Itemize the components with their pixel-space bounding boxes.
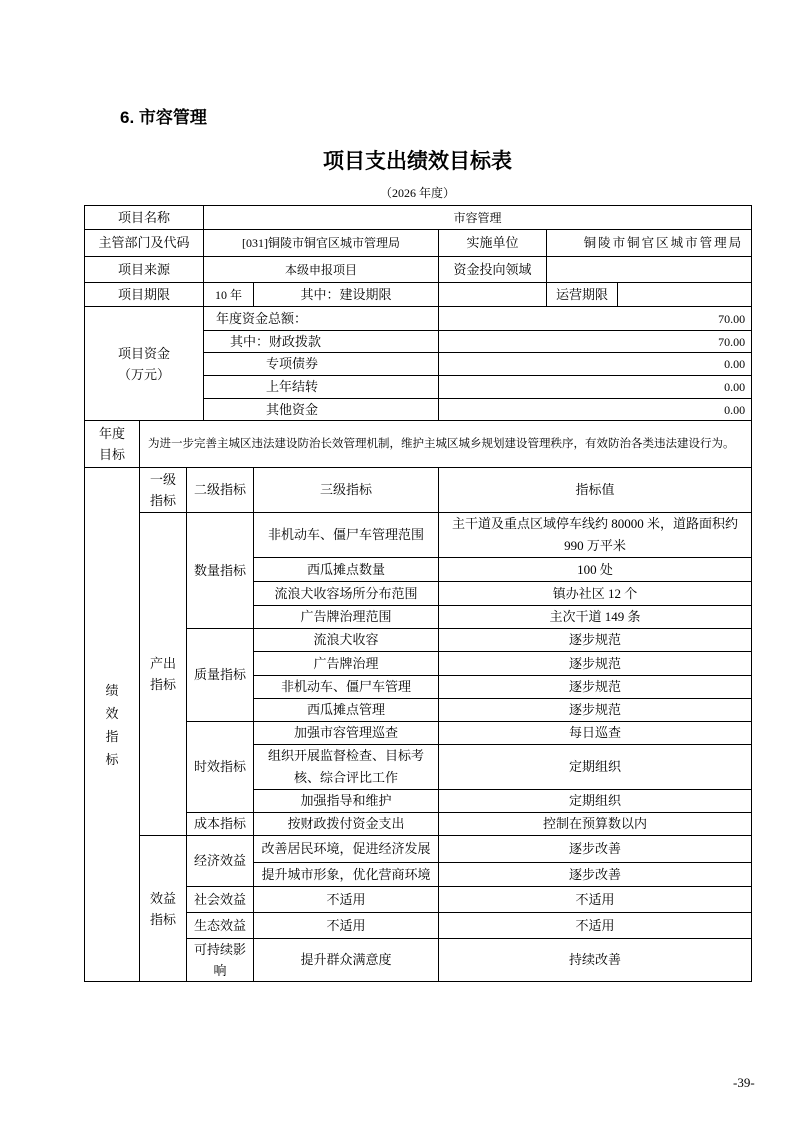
funding-label-text: 项目资金（万元） [118, 345, 171, 382]
output-indicators-label [140, 513, 187, 836]
project-term-label: 项目期限 [85, 283, 204, 307]
cost-indicators-label: 成本指标 [187, 813, 254, 836]
department-label: 主管部门及代码 [85, 230, 204, 257]
operation-period-label: 运营期限 [547, 283, 618, 307]
timeliness-indicator-name-text: 组织开展监督检查、目标考核、综合评比工作 [268, 748, 425, 785]
table-row [85, 283, 752, 307]
table-row [85, 421, 752, 468]
quality-indicator-name: 非机动车、僵尸车管理 [254, 676, 439, 699]
quality-indicator-value: 逐步规范 [439, 699, 752, 722]
section-heading: 6. 市容管理 [120, 108, 207, 127]
economic-benefit-name: 提升城市形象，优化营商环境 [254, 863, 439, 887]
timeliness-indicator-value: 定期组织 [439, 745, 752, 790]
table-row [85, 468, 752, 513]
funding-item-label: 专项债券 [204, 353, 439, 376]
header-level3: 三级指标 [254, 468, 439, 513]
department-value: [031]铜陵市铜官区城市管理局 [204, 230, 439, 257]
quantity-indicators-label: 数量指标 [187, 513, 254, 629]
operation-period-value [618, 283, 752, 307]
table-row [85, 230, 752, 257]
quality-indicator-name: 广告牌治理 [254, 652, 439, 676]
table-row [85, 206, 752, 230]
header-level1 [140, 468, 187, 513]
social-benefit-value: 不适用 [439, 887, 752, 913]
funding-item-label: 其中：财政拨款 [204, 331, 439, 353]
economic-benefit-value: 逐步改善 [439, 863, 752, 887]
quality-indicator-value: 逐步规范 [439, 652, 752, 676]
funding-item-label: 上年结转 [204, 376, 439, 399]
investment-field-value [547, 257, 752, 283]
indicators-label-text: 绩效指标 [105, 682, 119, 767]
page-number: -39- [733, 1075, 755, 1090]
sustainability-value: 持续改善 [439, 939, 752, 982]
funding-item-label: 年度资金总额： [204, 307, 439, 331]
timeliness-indicators-label: 时效指标 [187, 722, 254, 813]
investment-field-label: 资金投向领域 [439, 257, 547, 283]
table-row [85, 257, 752, 283]
header-level2: 二级指标 [187, 468, 254, 513]
page-subtitle: （2026 年度） [379, 186, 455, 200]
annual-goal-label [85, 421, 140, 468]
quantity-indicator-value: 100 处 [439, 558, 752, 582]
economic-benefit-label: 经济效益 [187, 836, 254, 887]
funding-label [85, 307, 204, 421]
table-row [85, 513, 752, 558]
cost-indicator-name: 按财政拨付资金支出 [254, 813, 439, 836]
timeliness-indicator-value: 定期组织 [439, 790, 752, 813]
quality-indicator-value: 逐步规范 [439, 629, 752, 652]
ecological-benefit-value: 不适用 [439, 913, 752, 939]
table-row [85, 836, 752, 863]
implementing-unit-label: 实施单位 [439, 230, 547, 257]
timeliness-indicator-name: 加强指导和维护 [254, 790, 439, 813]
ecological-benefit-label: 生态效益 [187, 913, 254, 939]
sustainability-name: 提升群众满意度 [254, 939, 439, 982]
project-source-label: 项目来源 [85, 257, 204, 283]
economic-benefit-name: 改善居民环境，促进经济发展 [254, 836, 439, 863]
page-title: 项目支出绩效目标表 [323, 150, 512, 173]
project-name-label: 项目名称 [85, 206, 204, 230]
social-benefit-name: 不适用 [254, 887, 439, 913]
output-indicators-label-text: 产出指标 [149, 656, 176, 692]
quality-indicators-label: 质量指标 [187, 629, 254, 722]
benefit-indicators-label [140, 836, 187, 982]
table-row [85, 307, 752, 331]
quality-indicator-name: 流浪犬收容 [254, 629, 439, 652]
quality-indicator-name: 西瓜摊点管理 [254, 699, 439, 722]
cost-indicator-value: 控制在预算数以内 [439, 813, 752, 836]
funding-item-value: 0.00 [439, 353, 752, 376]
benefit-indicators-label-text: 效益指标 [149, 890, 176, 927]
timeliness-indicator-name: 加强市容管理巡查 [254, 722, 439, 745]
quantity-indicator-value: 主次干道 149 条 [439, 606, 752, 629]
construction-period-label: 其中：建设期限 [254, 283, 439, 307]
indicators-label [85, 468, 140, 982]
sustainability-label [187, 939, 254, 982]
implementing-unit-value: 铜陵市铜官区城市管理局 [547, 230, 752, 257]
performance-target-table [84, 205, 752, 982]
header-level1-text: 一级指标 [149, 472, 176, 508]
quantity-indicator-name: 西瓜摊点数量 [254, 558, 439, 582]
quantity-indicator-value: 主干道及重点区域停车线约 80000 米，道路面积约 990 万平米 [439, 513, 752, 558]
annual-goal-text: 为进一步完善主城区违法建设防治长效管理机制，维护主城区城乡规划建设管理秩序，有效防治各类违法建设行为。 [140, 421, 752, 468]
timeliness-indicator-name [254, 745, 439, 790]
project-name-value: 市容管理 [204, 206, 752, 230]
timeliness-indicator-value: 每日巡查 [439, 722, 752, 745]
funding-item-value: 70.00 [439, 331, 752, 353]
funding-item-label: 其他资金 [204, 399, 439, 421]
ecological-benefit-name: 不适用 [254, 913, 439, 939]
funding-item-value: 70.00 [439, 307, 752, 331]
quantity-indicator-name: 广告牌治理范围 [254, 606, 439, 629]
quantity-indicator-name: 流浪犬收容场所分布范围 [254, 582, 439, 606]
annual-goal-label-text: 年度目标 [98, 426, 125, 462]
quality-indicator-value: 逐步规范 [439, 676, 752, 699]
funding-item-value: 0.00 [439, 399, 752, 421]
funding-item-value: 0.00 [439, 376, 752, 399]
header-value: 指标值 [439, 468, 752, 513]
economic-benefit-value: 逐步改善 [439, 836, 752, 863]
project-source-value: 本级申报项目 [204, 257, 439, 283]
quantity-indicator-value: 镇办社区 12 个 [439, 582, 752, 606]
social-benefit-label: 社会效益 [187, 887, 254, 913]
sustainability-label-text: 可持续影响 [194, 942, 247, 978]
project-term-value: 10 年 [204, 283, 254, 307]
construction-period-value [439, 283, 547, 307]
quantity-indicator-name: 非机动车、僵尸车管理范围 [254, 513, 439, 558]
